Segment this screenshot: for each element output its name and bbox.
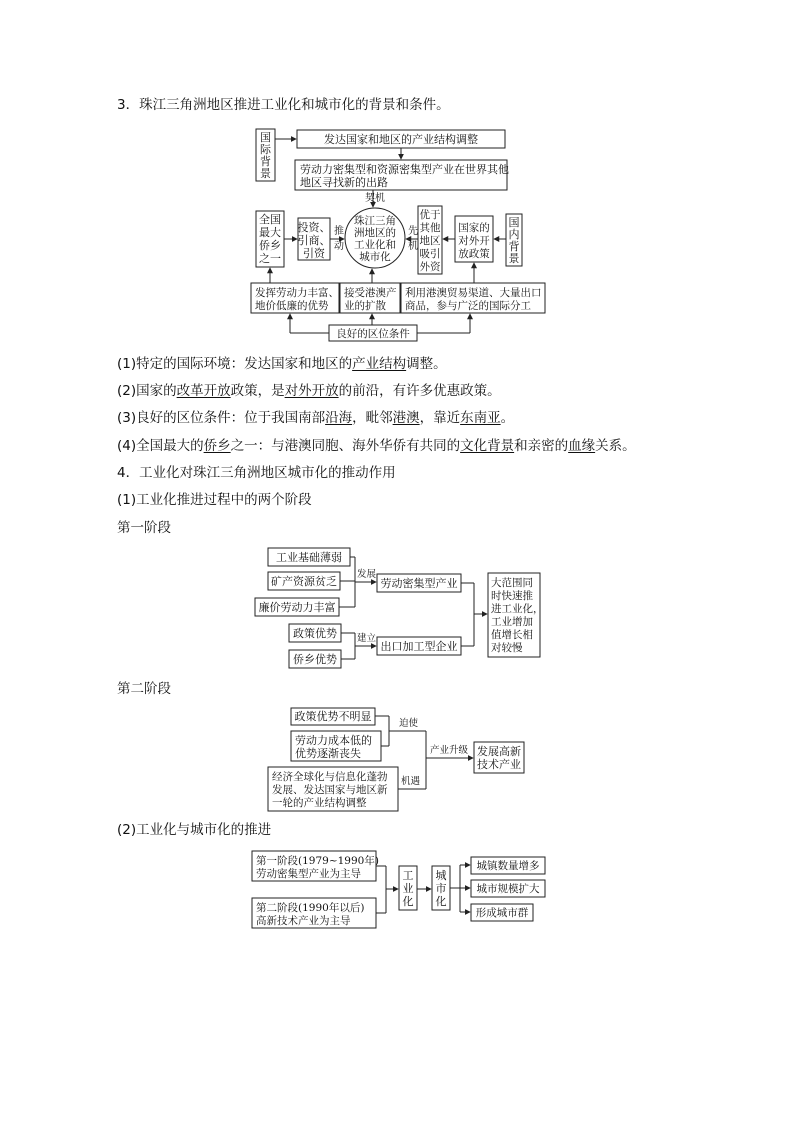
item-text: 关系。 (595, 438, 636, 454)
opportunity-label: 契机 (365, 193, 385, 204)
chance-label: 机遇 (401, 776, 421, 787)
policy-text: 国家的 (458, 222, 490, 234)
first-label: 先 (408, 226, 418, 237)
result-text: 城镇数量增多 (476, 860, 540, 872)
item-text: 和亲密的 (514, 438, 569, 454)
stage1-result-text: 时快速推 (491, 590, 533, 602)
advantage-text: 优于 (419, 209, 441, 221)
item-text: (3)良好的区位条件：位于我国南部 (117, 410, 326, 426)
stage2-result-text: 技术产业 (477, 758, 521, 771)
item-text: (4)全国最大的 (117, 438, 204, 454)
upgrade-label: 产业升级 (430, 745, 469, 756)
center-text: 珠江三角 (354, 215, 396, 227)
dom-bg-char: 景 (508, 252, 520, 265)
stage1-text: 出口加工型企业 (380, 640, 458, 653)
stage2-text: 一轮的产业结构调整 (272, 797, 367, 809)
invest-text: 投资、 (297, 221, 331, 234)
hometown-text: 最大 (259, 226, 281, 239)
item-text: 政策，是 (230, 383, 285, 399)
bottom-box-text: 利用港澳贸易渠道、大量出口 (405, 287, 542, 299)
stage2-label: 第二阶段 (117, 681, 171, 697)
stage1-text: 政策优势 (293, 627, 337, 640)
item-text: ，毗邻 (352, 410, 393, 426)
underlined-answer: 东南亚 (460, 410, 501, 426)
result-text: 形成城市群 (475, 907, 529, 919)
advantage-text: 吸引 (419, 248, 441, 260)
stage1-text: 矿产资源贫乏 (271, 575, 337, 588)
industrialization-char: 化 (402, 895, 414, 908)
invest-text: 引资 (303, 247, 325, 260)
stage2-text: 发展、发达国家与地区新 (272, 784, 388, 796)
bottom-box-text: 业的扩散 (344, 300, 386, 312)
phase-text: 第一阶段(1979~1990年) (256, 855, 379, 867)
section4-sub2: (2)工业化与城市化的推进 (117, 822, 272, 838)
intl-bg-char: 国 (260, 131, 271, 144)
underlined-answer: 产业结构 (352, 356, 407, 372)
bottom-box-text: 地价低廉的优势 (255, 300, 329, 312)
develop-label: 发展 (357, 569, 377, 580)
urbanization-char: 市 (435, 882, 447, 895)
underlined-answer: 港澳 (392, 410, 420, 426)
policy-text: 放政策 (458, 248, 490, 260)
phase-text: 第二阶段(1990年以后) (256, 902, 365, 914)
industrialization-char: 业 (402, 882, 414, 895)
urbanization-char: 化 (435, 895, 447, 908)
item-text: 之一：与港澳同胞、海外华侨有共同的 (230, 438, 461, 454)
underlined-answer: 改革开放 (176, 383, 231, 399)
result-text: 城市规模扩大 (476, 883, 540, 895)
invest-text: 引商、 (297, 234, 331, 247)
stage2-text: 政策优势不明显 (294, 710, 372, 723)
underlined-answer: 侨乡 (203, 438, 231, 454)
section4-heading: 4．工业化对珠江三角洲地区城市化的推动作用 (117, 465, 396, 481)
stage2-result-text: 发展高新 (477, 745, 521, 758)
push-label: 动 (334, 241, 344, 252)
stage1-text: 劳动密集型产业 (380, 577, 458, 590)
section4-sub1: (1)工业化推进过程中的两个阶段 (117, 492, 312, 508)
policy-text: 对外开 (458, 235, 490, 247)
bottom-box-text: 商品，参与广泛的国际分工 (405, 300, 531, 312)
item-text: 。 (500, 410, 515, 426)
stage2-text: 优势逐渐丧失 (295, 747, 361, 760)
hometown-text: 侨乡 (259, 239, 281, 252)
underlined-answer: 对外开放 (284, 383, 339, 399)
center-text: 洲地区的 (354, 227, 396, 239)
item-text: (1)特定的国际环境：发达国家和地区的 (117, 356, 353, 372)
phase-text: 劳动密集型产业为主导 (256, 868, 361, 880)
item-text: 的前沿，有许多优惠政策。 (338, 383, 501, 399)
stage2-text: 经济全球化与信息化蓬勃 (272, 771, 388, 783)
background-conditions-diagram (251, 129, 545, 341)
underlined-answer: 文化背景 (460, 438, 515, 454)
underlined-answer: 沿海 (325, 410, 353, 426)
item-text: (2)国家的 (117, 383, 177, 399)
dom-bg-char: 内 (508, 228, 520, 241)
push-label: 推 (334, 226, 344, 237)
stage1-result-text: 值增长相 (491, 629, 533, 641)
stage2-text: 劳动力成本低的 (295, 734, 372, 747)
intl-bg-char: 背 (260, 155, 271, 168)
stage1-result-text: 对较慢 (491, 642, 523, 654)
dom-bg-char: 国 (508, 216, 520, 229)
stage1-label: 第一阶段 (117, 520, 171, 536)
bottom-box-text: 接受港澳产 (344, 287, 397, 299)
advantage-text: 外资 (419, 261, 441, 273)
urbanization-diagram (252, 851, 545, 928)
stage1-text: 廉价劳动力丰富 (258, 601, 336, 614)
second-box-line: 劳动力密集型和资源密集型产业在世界其他 (300, 163, 509, 176)
item-text: 调整。 (406, 356, 447, 372)
phase-text: 高新技术产业为主导 (256, 915, 351, 927)
bottom-box-text: 发挥劳动力丰富、 (255, 287, 339, 299)
stage1-diagram (255, 548, 544, 668)
underlined-answer: 血缘 (568, 438, 596, 454)
urbanization-char: 城 (435, 869, 447, 882)
force-label: 迫使 (399, 718, 419, 729)
advantage-text: 其他 (419, 222, 441, 234)
stage1-result-text: 进工业化， (491, 603, 544, 615)
center-text: 城市化 (359, 251, 391, 263)
stage1-result-text: 工业增加 (491, 616, 533, 628)
stage1-text: 侨乡优势 (293, 653, 337, 666)
intl-bg-char: 景 (260, 167, 271, 180)
stage2-diagram (268, 708, 524, 811)
dom-bg-char: 背 (508, 240, 520, 253)
advantage-text: 地区 (419, 235, 441, 247)
hometown-text: 全国 (259, 213, 281, 226)
first-label: 机 (408, 241, 418, 252)
top-box-text: 发达国家和地区的产业结构调整 (324, 133, 478, 146)
item-text: ，靠近 (419, 410, 461, 426)
hometown-text: 之一 (259, 252, 281, 265)
location-box-text: 良好的区位条件 (336, 328, 410, 340)
center-text: 工业化和 (354, 239, 396, 251)
section3-heading: 3．珠江三角洲地区推进工业化和城市化的背景和条件。 (117, 97, 450, 113)
stage1-result-text: 大范围同 (491, 577, 533, 589)
intl-bg-char: 际 (260, 143, 271, 156)
stage1-text: 工业基础薄弱 (276, 551, 342, 564)
second-box-line: 地区寻找新的出路 (300, 176, 388, 189)
industrialization-char: 工 (402, 869, 414, 882)
build-label: 建立 (357, 633, 377, 644)
